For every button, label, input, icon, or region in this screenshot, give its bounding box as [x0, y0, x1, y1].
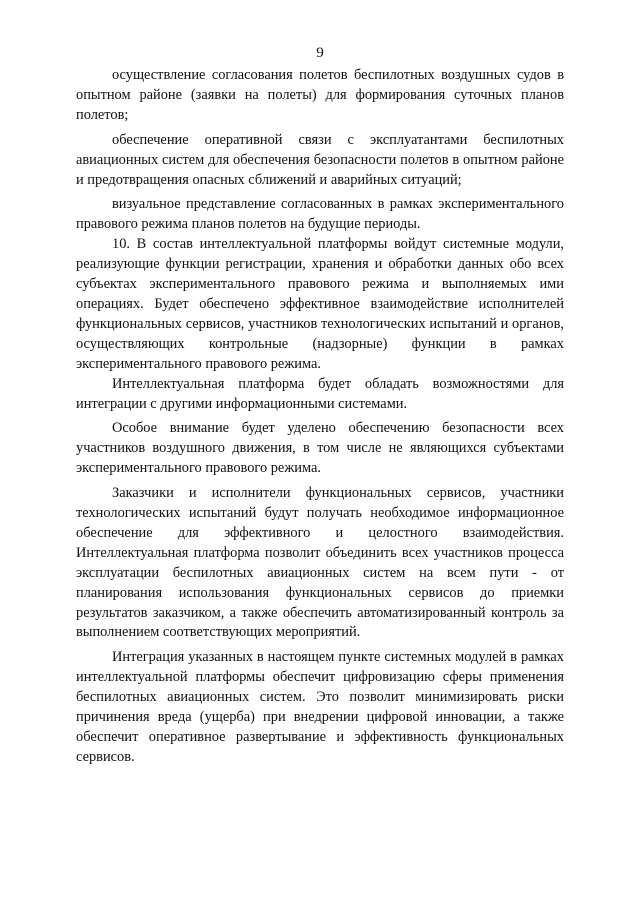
- paragraph-safety-attention: Особое внимание будет уделено обеспечению безопасности всех участников воздушного движения, в том числе не являющихся субъектами экспериментального правового режима.: [76, 420, 564, 477]
- paragraph-customers-executors: Заказчики и исполнители функциональных сервисов, участники технологических испытаний будут получать необходимое информационное обеспечение для эффективного и целостного взаимодействия. Интеллектуальная платформа позволит объединить всех участников процесса эксплуатации беспилотных авиационных систем на всем пути - от планирования использования функциональных сервисов до приемки результатов заказчиком, а также обеспечить автоматизированный контроль за выполнением соответствующих мероприятий.: [76, 485, 564, 641]
- paragraph-integration-capabilities: Интеллектуальная платформа будет обладать возможностями для интеграции с другими информационными системами.: [76, 375, 564, 412]
- page-number: 9: [316, 45, 324, 61]
- paragraph-operational-communication: обеспечение оперативной связи с эксплуатантами беспилотных авиационных систем для обеспечения безопасности полетов в опытном районе и предотвращения опасных сближений и аварийных ситуаций;: [76, 131, 564, 188]
- paragraph-item-10: 10. В состав интеллектуальной платформы войдут системные модули, реализующие функции регистрации, хранения и обработки данных обо всех субъектах экспериментального правового режима и выполняемых ими операциях. Будет обеспечено эффективное взаимодействие исполнителей функциональных сервисов, участников технологических испытаний и органов, осуществляющих контрольные (надзорные) функции в рамках экспериментального правового режима.: [76, 236, 564, 372]
- paragraph-flight-approval: осуществление согласования полетов беспилотных воздушных судов в опытном районе (заявки на полеты) для формирования суточных планов полетов;: [76, 67, 564, 123]
- paragraph-visual-representation: визуальное представление согласованных в рамках экспериментального правового режима планов полетов на будущие периоды.: [76, 196, 564, 233]
- document-body: [76, 66, 564, 768]
- paragraph-module-integration: Интеграция указанных в настоящем пункте системных модулей в рамках интеллектуальной платформы обеспечит цифровизацию сферы применения беспилотных авиационных систем. Это позволит минимизировать риски причинения вреда (ущерба) при внедрении цифровой инновации, а также обеспечит оперативное развертывание и эффективность функциональных сервисов.: [76, 649, 564, 765]
